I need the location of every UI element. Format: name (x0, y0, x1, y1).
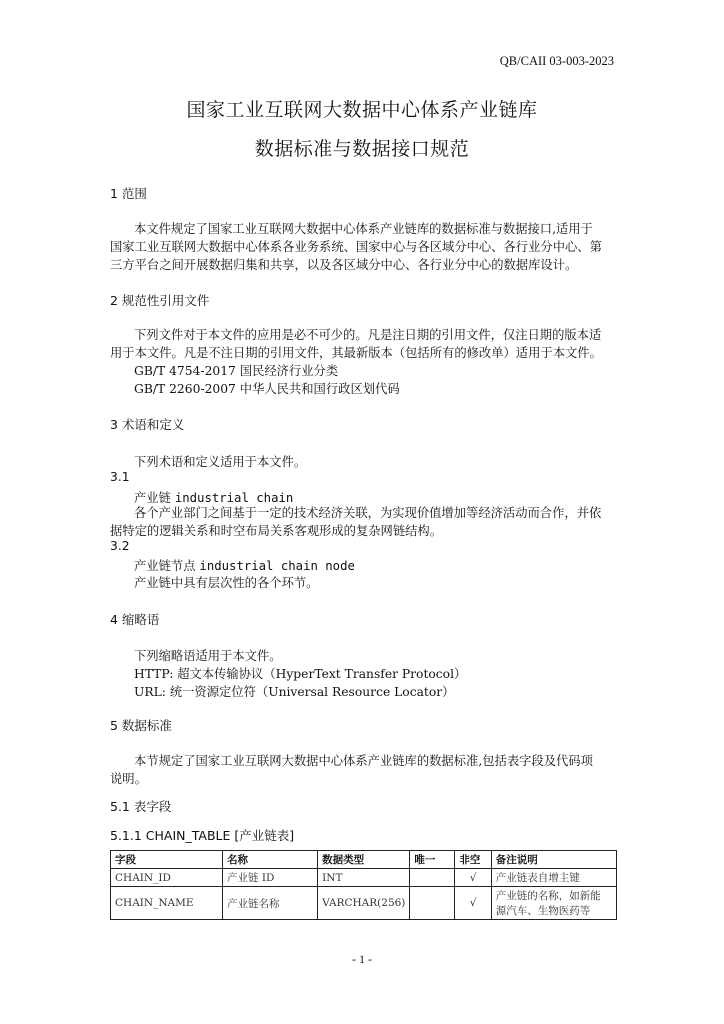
table-row (111, 869, 617, 887)
document-title-line-1: 国家工业互联网大数据中心体系产业链库 (186, 99, 538, 121)
text-line: 据特定的逻辑关系和时空布局关系客观形成的复杂网链结构。 (110, 524, 443, 538)
text-line: 用于本文件。凡是不注日期的引用文件，其最新版本（包括所有的修改单）适用于本文件。 (110, 346, 602, 360)
section-5-paragraph (110, 752, 616, 788)
subsection-5-1-heading: 5.1 表字段 (110, 799, 172, 814)
remarks-line: 源汽车、生物医药等 (495, 905, 591, 917)
section-2-paragraph (110, 326, 616, 362)
cell-unique (410, 887, 455, 920)
section-5-heading: 5 数据标准 (110, 718, 172, 733)
cell-remarks (491, 887, 616, 920)
section-3-intro: 下列术语和定义适用于本文件。 (134, 455, 307, 469)
reference-gb-2260: GB/T 2260-2007 中华人民共和国行政区划代码 (134, 382, 400, 396)
column-header-remarks: 备注说明 (491, 851, 616, 869)
column-header-name: 名称 (223, 851, 318, 869)
section-2-heading: 2 规范性引用文件 (110, 293, 210, 308)
remarks-line: 产业链的名称，如新能 (495, 890, 601, 902)
cell-field: CHAIN_ID (111, 869, 223, 887)
term-3-2-definition: 产业链中具有层次性的各个环节。 (134, 576, 319, 590)
text-line: 各个产业部门之间基于一定的技术经济关联，为实现价值增加等经济活动而合作，并依 (134, 506, 602, 520)
text-line: 国家工业互联网大数据中心体系各业务系统、国家中心与各区域分中心、各行业分中心、第 (110, 240, 602, 254)
text-line: 三方平台之间开展数据归集和共享，以及各区域分中心、各行业分中心的数据库设计。 (110, 258, 578, 272)
term-3-1-definition (110, 504, 616, 540)
cell-field: CHAIN_NAME (111, 887, 223, 920)
document-code: QB/CAII 03-003-2023 (499, 54, 614, 68)
section-4-intro: 下列缩略语适用于本文件。 (134, 649, 282, 663)
abbreviation-http: HTTP: 超文本传输协议（HyperText Transfer Protocol） (134, 667, 467, 681)
term-3-1-number: 3.1 (110, 470, 130, 484)
chain-table-fields (110, 850, 617, 920)
table-row (111, 887, 617, 920)
cell-data-type: INT (318, 869, 410, 887)
cell-name: 产业链 ID (223, 869, 318, 887)
reference-gb-4754: GB/T 4754-2017 国民经济行业分类 (134, 364, 339, 378)
text-line: 说明。 (110, 772, 147, 786)
subsection-5-1-1-heading: 5.1.1 CHAIN_TABLE [产业链表] (110, 828, 295, 843)
document-title-line-2: 数据标准与数据接口规范 (254, 138, 470, 160)
table-header-row (111, 851, 617, 869)
term-3-2-chinese: 产业链节点 (134, 559, 196, 573)
column-header-data-type: 数据类型 (318, 851, 410, 869)
term-3-2-number: 3.2 (110, 539, 130, 553)
term-3-2-english: industrial chain node (199, 559, 355, 573)
cell-not-null: √ (455, 887, 491, 920)
cell-data-type: VARCHAR(256) (318, 887, 410, 920)
cell-remarks: 产业链表自增主键 (491, 869, 616, 887)
cell-name: 产业链名称 (223, 887, 318, 920)
page-number: - 1 - (352, 952, 372, 966)
section-1-paragraph (110, 220, 616, 274)
abbreviation-url: URL: 统一资源定位符（Universal Resource Locator） (134, 685, 455, 699)
section-1-heading: 1 范围 (110, 186, 147, 201)
column-header-unique: 唯一 (410, 851, 455, 869)
column-header-not-null: 非空 (455, 851, 491, 869)
cell-unique (410, 869, 455, 887)
section-4-heading: 4 缩略语 (110, 612, 160, 627)
text-line: 本节规定了国家工业互联网大数据中心体系产业链库的数据标准,包括表字段及代码项 (134, 754, 593, 768)
column-header-field: 字段 (111, 851, 223, 869)
text-line: 本文件规定了国家工业互联网大数据中心体系产业链库的数据标准与数据接口,适用于 (134, 222, 593, 236)
term-3-1-chinese: 产业链 (134, 491, 171, 505)
text-line: 下列文件对于本文件的应用是必不可少的。凡是注日期的引用文件，仅注日期的版本适 (134, 328, 602, 342)
section-3-heading: 3 术语和定义 (110, 417, 185, 432)
term-3-2-heading (134, 556, 355, 574)
term-3-1-english: industrial chain (174, 491, 294, 505)
cell-not-null: √ (455, 869, 491, 887)
